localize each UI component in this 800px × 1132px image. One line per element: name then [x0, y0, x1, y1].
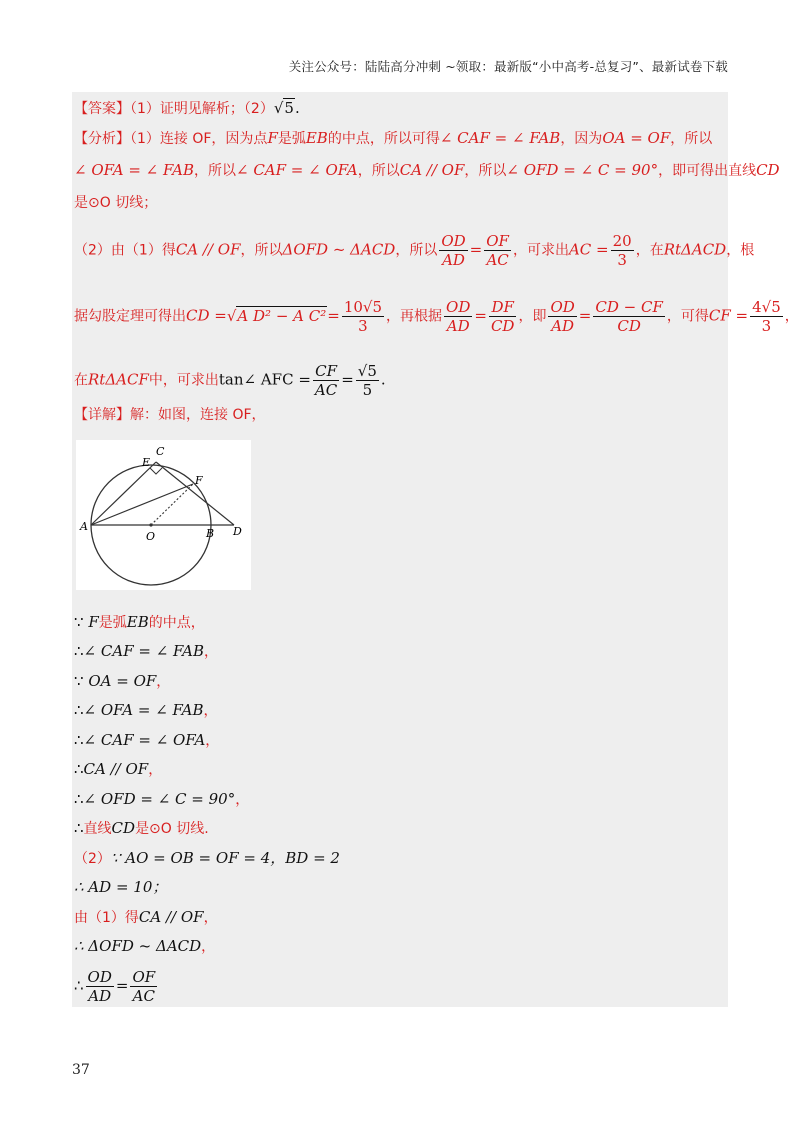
- center-point: [149, 523, 152, 526]
- part2-line-1: （2）∵ AO = OB = OF = 4，BD = 2: [74, 849, 340, 867]
- page-header: 关注公众号：陆陆高分冲刺 ~领取：最新版“小中高考-总复习”、最新试卷下载: [288, 59, 728, 74]
- label-o: O: [146, 530, 156, 543]
- fraction: $\frac{OD}{AD}$: [441, 232, 466, 269]
- proof-line-3: ∵ OA = OF，: [74, 672, 171, 690]
- fraction: $\frac{OD}{AD}$: [87, 968, 112, 1005]
- proof-line-5: ∴∠ CAF = ∠ OFA，: [74, 731, 220, 749]
- answer-sqrt: √5: [273, 99, 294, 117]
- label-d: D: [233, 525, 242, 538]
- proof-line-7: ∴∠ OFD = ∠ C = 90°，: [74, 790, 250, 808]
- label-f: F: [195, 474, 203, 487]
- proof-line-2: ∴∠ CAF = ∠ FAB，: [74, 642, 219, 660]
- part2-line-2: ∴ AD = 10；: [74, 878, 168, 896]
- analysis-line-2: ∠ OFA = ∠ FAB，所以∠ CAF = ∠ OFA，所以CA // OF，所以∠ OFD = ∠ C = 90°，即可得出直线CD: [74, 161, 780, 179]
- line-af: [91, 484, 193, 525]
- page-number: 37: [72, 1062, 90, 1078]
- label-a: A: [80, 520, 88, 533]
- label-c: C: [156, 445, 165, 458]
- part2-line-5: ∴ $\frac{OD}{AD}$ = $\frac{OF}{AC}$: [74, 968, 156, 1005]
- analysis-line-5: 据勾股定理可得出CD =√A D² − A C²= $\frac{10√5}{3}$ ，再根据 $\frac{OD}{AD}$ = $\frac{DF}{CD}$ ，即 $\frac{OD}{AD}$ = $\frac{CD - CF}{CD}$ ，可得CF = $\frac{4√5}{3}$ ，: [74, 298, 799, 335]
- detail-line: 【详解】解：如图，连接 OF，: [74, 407, 266, 423]
- proof-line-4: ∴∠ OFA = ∠ FAB，: [74, 701, 218, 719]
- fraction: $\frac{10√5}{3}$: [343, 298, 383, 335]
- fraction: $\frac{CF}{AC}$: [314, 362, 338, 399]
- fraction: $\frac{OF}{AC}$: [486, 232, 509, 269]
- fraction: $\frac{OF}{AC}$: [132, 968, 156, 1005]
- fraction: $\frac{OD}{AD}$: [446, 298, 471, 335]
- sqrt-expression: √A D² − A C²: [226, 306, 327, 325]
- proof-line-6: ∴CA // OF，: [74, 760, 163, 778]
- analysis-line-4: （2）由（1）得CA // OF，所以ΔOFD ~ ΔACD，所以 $\frac{OD}{AD}$ = $\frac{OF}{AC}$ ，可求出AC = $\frac{20}{3}$ ，在RtΔACD，根: [74, 232, 755, 269]
- fraction: $\frac{20}{3}$: [612, 232, 632, 269]
- proof-line-8: ∴直线CD是⊙O 切线.: [74, 819, 209, 837]
- label-b: B: [206, 527, 215, 540]
- analysis-line-1: 【分析】（1）连接 OF，因为点F是弧EB的中点，所以可得∠ CAF = ∠ FAB，因为OA = OF，所以: [74, 129, 713, 147]
- proof-line-1: ∵ F是弧EB的中点，: [74, 613, 205, 631]
- fraction: $\frac{OD}{AD}$: [550, 298, 575, 335]
- detail-tag: 【详解】: [74, 407, 130, 423]
- analysis-line-3: 是⊙O 切线；: [74, 195, 158, 211]
- answer-line: 【答案】（1）证明见解析；（2）√5.: [74, 99, 300, 117]
- label-e: E: [142, 456, 151, 469]
- answer-tag: 【答案】: [74, 101, 130, 117]
- line-cd: [156, 462, 234, 525]
- fraction: $\frac{4√5}{3}$: [752, 298, 781, 335]
- geometry-figure: [76, 440, 251, 590]
- analysis-line-6: 在RtΔACF中，可求出tan∠ AFC = $\frac{CF}{AC}$ = $\frac{√5}{5}$ .: [74, 362, 386, 399]
- right-angle-mark: [150, 468, 162, 474]
- part2-line-3: 由（1）得CA // OF，: [74, 908, 218, 926]
- line-of: [151, 484, 193, 525]
- fraction: $\frac{CD - CF}{CD}$: [595, 298, 663, 335]
- answer-part1: （1）证明见解析；（2）: [130, 101, 274, 117]
- part2-line-4: ∴ ΔOFD ~ ΔACD，: [74, 937, 216, 955]
- analysis-tag: 【分析】: [74, 131, 130, 147]
- fraction: $\frac{DF}{CD}$: [490, 298, 515, 335]
- circle-diagram: [76, 440, 251, 590]
- fraction: $\frac{√5}{5}$: [357, 362, 377, 399]
